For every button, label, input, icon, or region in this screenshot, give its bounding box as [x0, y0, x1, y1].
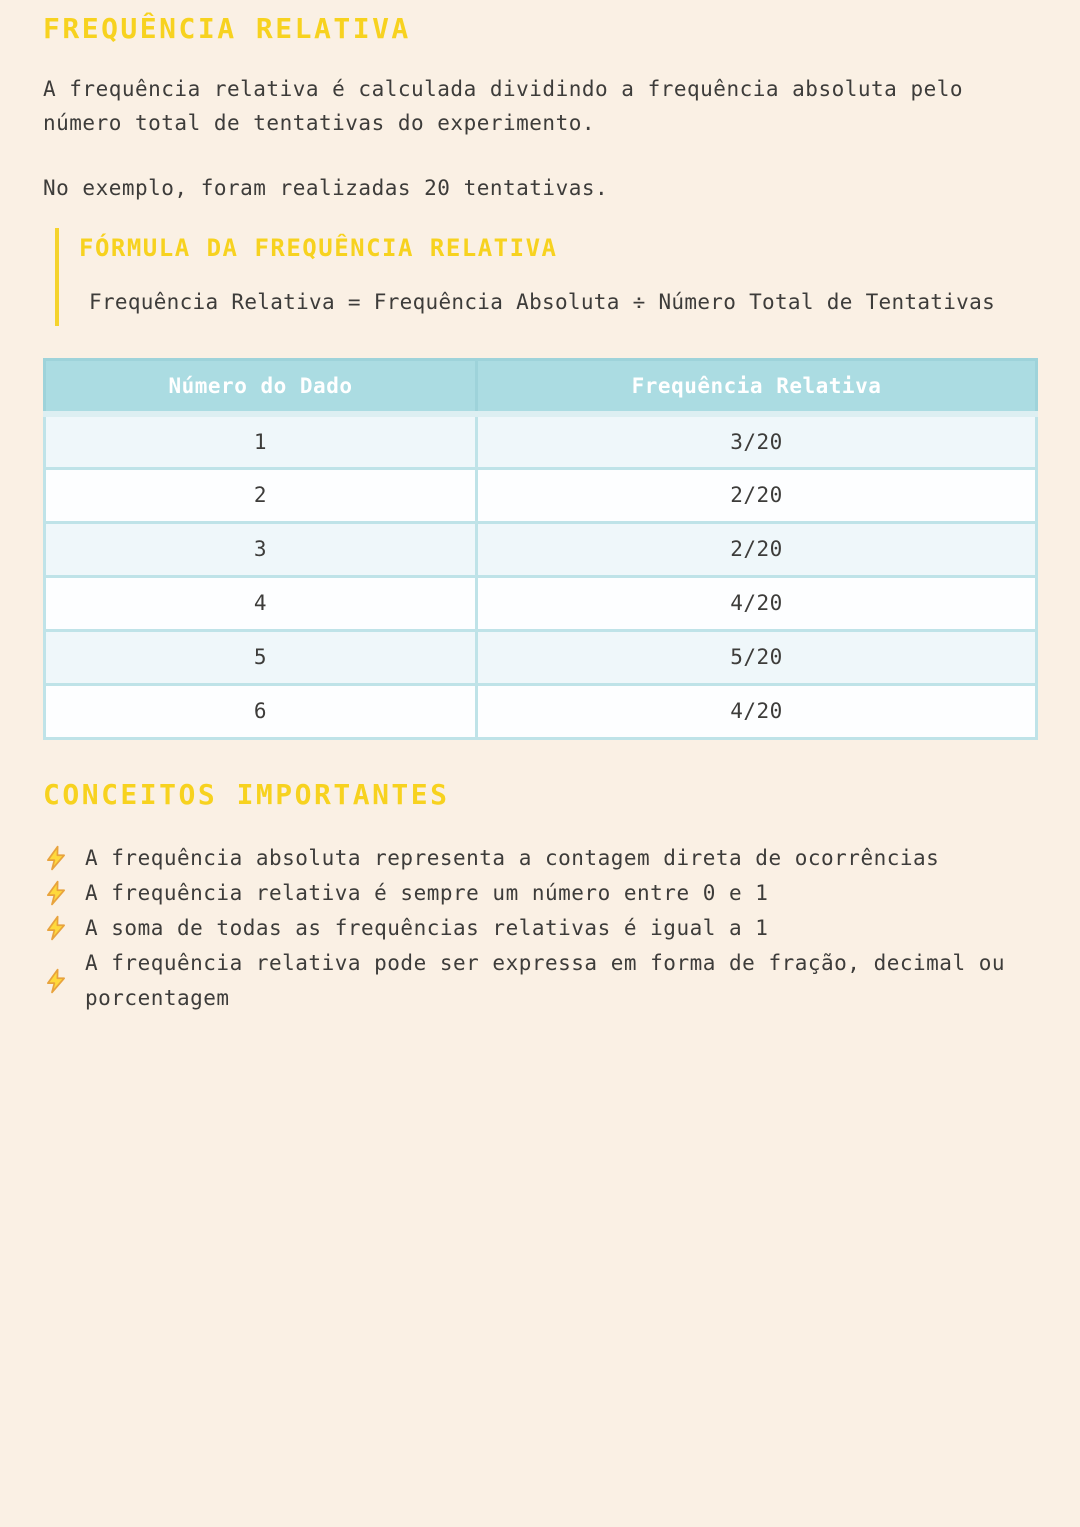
lightning-icon — [43, 880, 69, 906]
column-header-dado: Número do Dado — [45, 359, 477, 414]
table-row — [45, 630, 1037, 684]
list-item — [43, 841, 1038, 876]
table-header-row — [45, 359, 1037, 414]
table-row — [45, 576, 1037, 630]
table-row — [45, 684, 1037, 738]
list-item — [43, 911, 1038, 946]
table-row — [45, 468, 1037, 522]
formula-callout — [55, 228, 1038, 326]
lightning-icon — [43, 968, 69, 994]
cell-frequencia: 5/20 — [477, 630, 1037, 684]
cell-dado: 2 — [45, 468, 477, 522]
example-note: No exemplo, foram realizadas 20 tentativas. — [43, 175, 609, 200]
lightning-icon — [43, 845, 69, 871]
column-header-frequencia: Frequência Relativa — [477, 359, 1037, 414]
cell-frequencia: 3/20 — [477, 414, 1037, 468]
cell-frequencia: 2/20 — [477, 468, 1037, 522]
formula-text: Frequência Relativa = Frequência Absoluta ÷ Número Total de Tentativas — [89, 289, 996, 314]
concepts-heading: CONCEITOS IMPORTANTES — [43, 777, 450, 811]
table-row — [45, 414, 1037, 468]
concepts-list — [43, 841, 1038, 1016]
cell-dado: 1 — [45, 414, 477, 468]
cell-frequencia: 4/20 — [477, 684, 1037, 738]
list-item — [43, 876, 1038, 911]
cell-dado: 4 — [45, 576, 477, 630]
list-item-text: A frequência relativa pode ser expressa em forma de fração, decimal ou porcentagem — [85, 950, 1006, 1010]
intro-paragraph: A frequência relativa é calculada dividindo a frequência absoluta pelo número total de tentativas do experimento. — [43, 76, 964, 135]
page-title: FREQUÊNCIA RELATIVA — [43, 12, 411, 45]
cell-dado: 6 — [45, 684, 477, 738]
relative-frequency-table — [43, 358, 1038, 740]
cell-dado: 5 — [45, 630, 477, 684]
list-item-text: A frequência absoluta representa a contagem direta de ocorrências — [85, 845, 940, 870]
lightning-icon — [43, 915, 69, 941]
list-item — [43, 946, 1038, 1016]
cell-dado: 3 — [45, 522, 477, 576]
table-row — [45, 522, 1037, 576]
list-item-text: A frequência relativa é sempre um número entre 0 e 1 — [85, 880, 769, 905]
cell-frequencia: 2/20 — [477, 522, 1037, 576]
list-item-text: A soma de todas as frequências relativas é igual a 1 — [85, 915, 769, 940]
cell-frequencia: 4/20 — [477, 576, 1037, 630]
formula-heading: FÓRMULA DA FREQUÊNCIA RELATIVA — [79, 233, 558, 262]
